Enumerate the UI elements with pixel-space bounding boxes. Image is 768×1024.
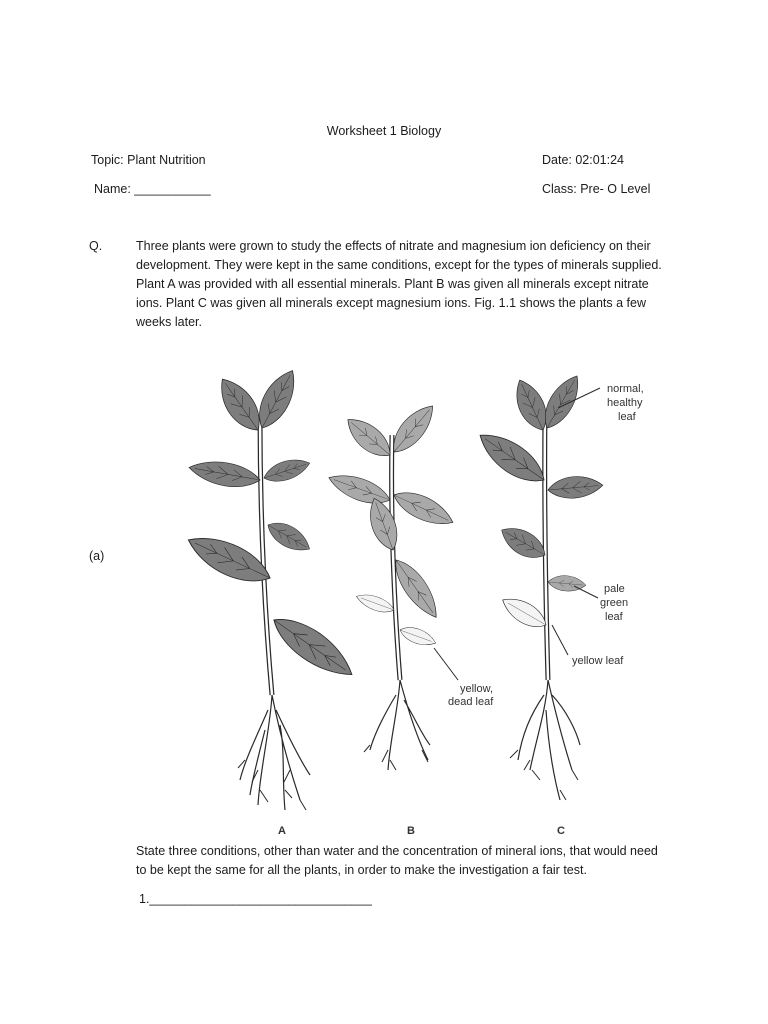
annotation-pale-3: leaf — [605, 611, 623, 623]
answer-line-1[interactable]: 1.________________________________ — [139, 892, 372, 906]
plant-c — [472, 370, 644, 837]
question-line: ions. Plant C was given all minerals except magnesium ions. Fig. 1.1 shows the plants a few — [136, 296, 646, 310]
annotation-yellow-leaf: yellow leaf — [572, 655, 624, 667]
annotation-yellow-dead-leaf-1: yellow, — [460, 683, 494, 695]
part-a-label: (a) — [89, 549, 105, 563]
plant-label-c: C — [557, 825, 565, 837]
annotation-yellow-dead-leaf-2: dead leaf — [448, 696, 494, 708]
plants-figure — [160, 350, 644, 840]
part-a-text — [136, 842, 658, 880]
question-text — [136, 237, 676, 332]
class-field: Class: Pre- O Level — [542, 182, 651, 196]
topic-field: Topic: Plant Nutrition — [91, 153, 206, 167]
name-field: Name: ___________ — [94, 182, 211, 196]
question-label: Q. — [89, 239, 103, 253]
plant-a — [182, 364, 361, 837]
annotation-normal-1: normal, — [607, 383, 644, 395]
annotation-pale-2: green — [600, 597, 629, 609]
question-line: Three plants were grown to study the effects of nitrate and magnesium ion deficiency on their — [136, 239, 651, 253]
plant-label-b: B — [407, 825, 415, 837]
annotation-pale-1: pale — [604, 583, 625, 595]
annotation-normal-3: leaf — [618, 411, 636, 423]
question-line: development. They were kept in the same conditions, except for the types of minerals supplied. — [136, 258, 662, 272]
worksheet-title: Worksheet 1 Biology — [326, 124, 442, 138]
part-a-line: to be kept the same for all the plants, in order to make the investigation a fair test. — [136, 863, 587, 877]
question-line: weeks later. — [136, 315, 203, 329]
date-field: Date: 02:01:24 — [542, 153, 625, 167]
question-line: Plant A was provided with all essential minerals. Plant B was given all minerals except nitrate — [136, 277, 649, 291]
part-a-line: State three conditions, other than water and the concentration of mineral ions, that would need — [136, 844, 658, 858]
plant-b — [325, 399, 494, 837]
plant-label-a: A — [278, 825, 286, 837]
annotation-normal-2: healthy — [607, 397, 643, 409]
